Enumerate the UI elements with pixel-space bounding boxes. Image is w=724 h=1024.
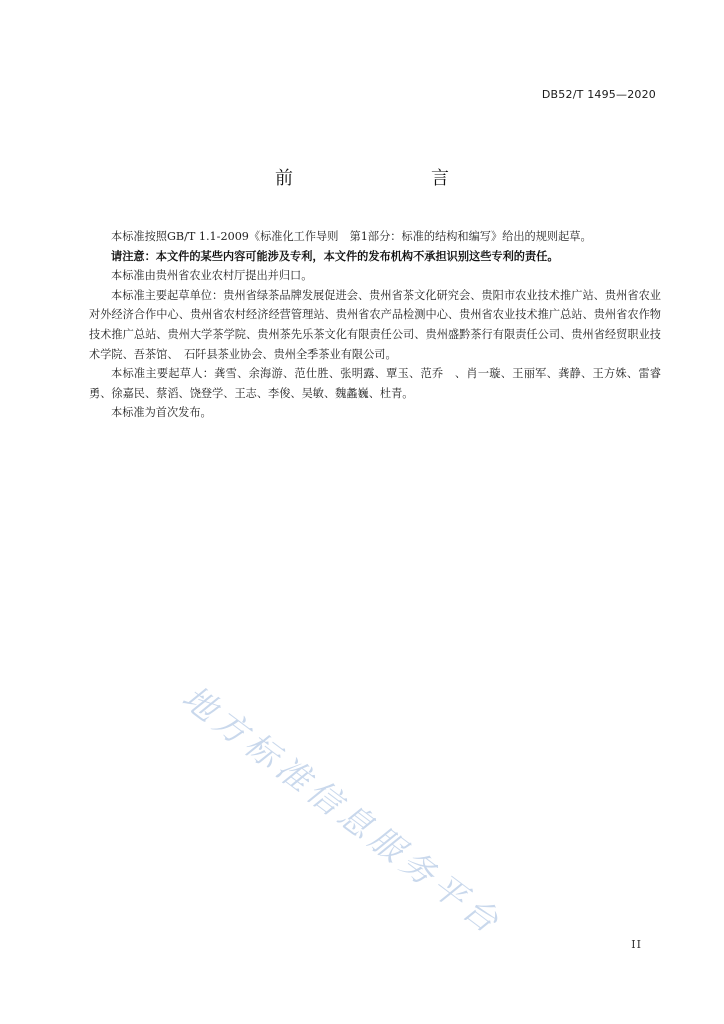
paragraph-drafting-rule: 本标准按照GB/T 1.1-2009《标准化工作导则 第1部分：标准的结构和编写》给出的规则起草。 xyxy=(111,230,592,243)
standard-code: DB52/T 1495—2020 xyxy=(541,88,656,101)
paragraph-drafting-units: 本标准主要起草单位：贵州省绿茶品牌发展促进会、贵州省茶文化研究会、贵阳市农业技术推广站、贵州省农业对外经济合作中心、贵州省农村经济经营管理站、贵州省农产品检测中心、贵州省农业技术推广总站、贵州省农作物技术推广总站、贵州大学茶学院、贵州茶先乐茶文化有限责任公司、贵州盛黔茶行有限责任公司、贵州省经贸职业技术学院、吾茶馆、 石阡县茶业协会、贵州全季茶业有限公司。 xyxy=(89,288,661,361)
paragraph-patent-notice: 请注意：本文件的某些内容可能涉及专利，本文件的发布机构不承担识别这些专利的责任。 xyxy=(111,249,559,263)
page-number: II xyxy=(631,938,642,951)
paragraph-drafters: 本标准主要起草人：龚雪、余海游、范仕胜、张明露、覃玉、范乔 、肖一璇、王丽军、龚静、王方姝、雷睿勇、徐嘉民、蔡滔、饶登学、王志、李俊、吴敏、魏蠡巍、杜青。 xyxy=(89,367,661,400)
foreword-body xyxy=(89,227,661,423)
paragraph-first-release: 本标准为首次发布。 xyxy=(111,406,212,420)
paragraph-proposer: 本标准由贵州省农业农村厅提出并归口。 xyxy=(111,269,313,283)
watermark: 地方标准信息服务平台 xyxy=(175,677,510,944)
page-title: 前 言 xyxy=(275,168,483,189)
